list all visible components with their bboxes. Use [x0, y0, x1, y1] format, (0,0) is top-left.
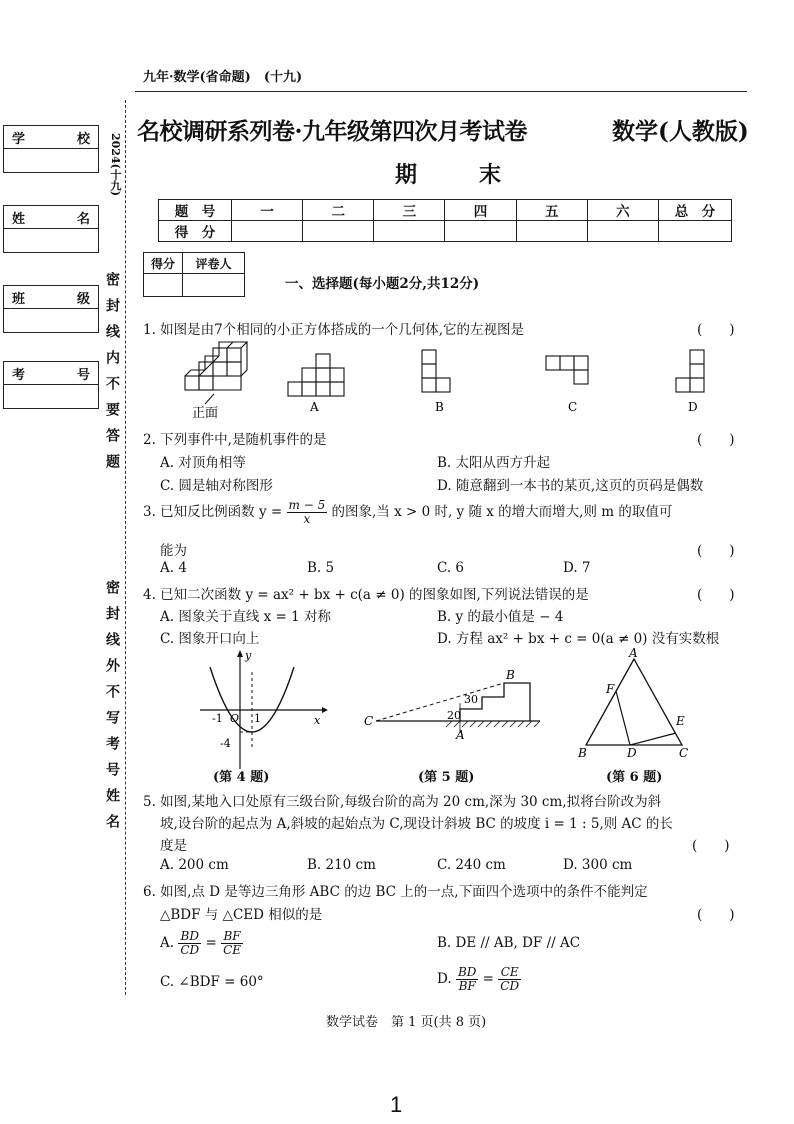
exam-number-box[interactable]: 考 号 — [3, 361, 99, 409]
q6-d-fraction-2: $\frac{CE}{CD}$ — [500, 965, 520, 993]
top-label: 九年·数学(省命题) (十九) — [143, 70, 303, 85]
paper-subject: 数学(人教版) — [612, 118, 749, 145]
q3-answer-paren[interactable]: ( ) — [697, 543, 735, 559]
q3-option-d: D. 7 — [563, 560, 591, 576]
q2-option-a: A. 对顶角相等 — [160, 455, 246, 471]
grader-score-cell[interactable] — [144, 274, 183, 297]
q5-answer-paren[interactable]: ( ) — [692, 838, 730, 854]
label-a: A — [629, 646, 638, 660]
page-footer: 数学试卷 第 1 页(共 8 页) — [326, 1015, 487, 1030]
score-cell[interactable] — [303, 221, 374, 242]
class-box[interactable]: 班 级 — [3, 285, 99, 333]
q3-option-b: B. 5 — [307, 560, 335, 576]
q5-line1: 5. 如图,某地入口处原有三级台阶,每级台阶的高为 20 cm,深为 30 cm,拟将台阶改为斜 — [143, 794, 662, 810]
q6-line1: 6. 如图,点 D 是等边三角形 ABC 的边 BC 上的一点,下面四个选项中的条件不能判定 — [143, 884, 648, 900]
q4-answer-paren[interactable]: ( ) — [697, 587, 735, 603]
q3-stem: 3. 已知反比例函数 y = $\frac{m - 5}{x}$ 的图象,当 x > 0 时, y 随 x 的增大而增大,则 m 的取值可 — [143, 498, 673, 526]
fig6-triangle — [572, 645, 702, 765]
option-b-label: B — [435, 400, 444, 414]
label-f: F — [606, 682, 615, 696]
seal-line-inside-text: 密封线内不要答题 — [104, 272, 120, 480]
q1-answer-paren[interactable]: ( ) — [697, 322, 735, 338]
label-e: E — [676, 714, 685, 728]
q5-option-d: D. 300 cm — [563, 857, 633, 873]
q4-option-d: D. 方程 ax² + bx + c = 0(a ≠ 0) 没有实数根 — [437, 631, 720, 647]
option-d-view — [676, 350, 704, 392]
option-a-view — [288, 354, 344, 396]
label-minus4: -4 — [220, 737, 231, 750]
q6-option-a: A. $\frac{BD}{CD}$ = $\frac{BF}{CE}$ — [160, 929, 242, 957]
section-heading: 一、选择题(每小题2分,共12分) — [285, 276, 480, 292]
paper-subtitle: 期 末 — [395, 162, 522, 188]
fig5-slope — [360, 663, 550, 753]
header-rule — [135, 91, 747, 92]
option-d-label: D — [688, 400, 698, 414]
label-c: C — [364, 714, 374, 728]
grader-reviewer-cell[interactable] — [183, 274, 245, 297]
q1-figures — [140, 338, 760, 423]
q4-option-c: C. 图象开口向上 — [160, 631, 260, 647]
q3-line2: 能为 — [160, 543, 187, 559]
label-1: 1 — [254, 712, 261, 725]
q2-option-b: B. 太阳从西方升起 — [437, 455, 551, 471]
label-b: B — [506, 668, 515, 682]
option-c-label: C — [568, 400, 578, 414]
paper-title: 名校调研系列卷·九年级第四次月考试卷 — [137, 118, 528, 145]
front-arrow — [205, 394, 214, 404]
label-d: D — [627, 746, 637, 760]
q6-a-fraction-1: $\frac{BD}{CD}$ — [180, 929, 200, 957]
label-y: y — [245, 649, 252, 662]
score-cell[interactable] — [516, 221, 587, 242]
q6-a-fraction-2: $\frac{BF}{CE}$ — [223, 929, 242, 957]
q2-option-c: C. 圆是轴对称图形 — [160, 478, 273, 494]
x-axis-arrow — [322, 707, 328, 713]
score-cell[interactable] — [232, 221, 303, 242]
slope-line — [376, 683, 504, 721]
q6-option-b: B. DE // AB, DF // AC — [437, 935, 581, 951]
grader-box: 得分 评卷人 — [143, 252, 245, 297]
name-box[interactable]: 姓 名 — [3, 205, 99, 253]
label-a: A — [456, 728, 465, 742]
label-origin: O — [230, 712, 240, 725]
q3-fraction: $\frac{m - 5}{x}$ — [288, 498, 326, 526]
q1-stem: 1. 如图是由7个相同的小正方体搭成的一个几何体,它的左视图是 — [143, 322, 525, 338]
score-cell[interactable] — [659, 221, 732, 242]
q4-stem: 4. 已知二次函数 y = ax² + bx + c(a ≠ 0) 的图象如图,下列说法错误的是 — [143, 587, 589, 603]
school-box[interactable]: 学 校 — [3, 125, 99, 173]
q4-option-a: A. 图象关于直线 x = 1 对称 — [160, 609, 332, 625]
q3-option-a: A. 4 — [160, 560, 187, 576]
q5-option-c: C. 240 cm — [437, 857, 506, 873]
label-30: 30 — [464, 693, 478, 706]
fig4-caption: (第 4 题) — [213, 770, 270, 785]
score-table: 题 号 一 二 三 四 五 六 总 分 得 分 — [158, 199, 732, 242]
q6-option-d: D. $\frac{BD}{BF}$ = $\frac{CE}{CD}$ — [437, 965, 520, 993]
seal-line-outside-text: 密封线外不写考号姓名 — [104, 580, 120, 840]
q4-option-b: B. y 的最小值是 − 4 — [437, 609, 564, 625]
solid-figure — [185, 342, 247, 390]
option-c-view — [546, 356, 588, 384]
q3-option-c: C. 6 — [437, 560, 465, 576]
front-label: 正面 — [192, 406, 219, 421]
q2-option-d: D. 随意翻到一本书的某页,这页的页码是偶数 — [437, 478, 704, 494]
option-a-label: A — [310, 400, 319, 414]
label-minus1: -1 — [212, 712, 223, 725]
q6-line2: △BDF 与 △CED 相似的是 — [160, 907, 323, 923]
option-b-view — [422, 350, 450, 392]
score-cell[interactable] — [445, 221, 516, 242]
score-cell[interactable] — [587, 221, 658, 242]
score-cell[interactable] — [374, 221, 445, 242]
q5-line2: 坡,设台阶的起点为 A,斜坡的起始点为 C,现设计斜坡 BC 的坡度 i = 1 : 5,则 AC 的长 — [160, 816, 673, 832]
q6-d-fraction-1: $\frac{BD}{BF}$ — [457, 965, 477, 993]
fig5-caption: (第 5 题) — [418, 770, 475, 785]
q2-stem: 2. 下列事件中,是随机事件的是 — [143, 432, 327, 448]
seal-line — [125, 100, 126, 995]
q2-answer-paren[interactable]: ( ) — [697, 432, 735, 448]
page-number: 1 — [390, 1092, 403, 1117]
triangle-abc — [586, 659, 682, 745]
year-code: 2024(十九) — [109, 133, 122, 197]
label-c: C — [679, 746, 689, 760]
q5-option-a: A. 200 cm — [160, 857, 229, 873]
label-x: x — [314, 714, 321, 727]
q5-option-b: B. 210 cm — [307, 857, 376, 873]
label-20: 20 — [447, 709, 461, 722]
q6-answer-paren[interactable]: ( ) — [697, 907, 735, 923]
fig6-caption: (第 6 题) — [606, 770, 663, 785]
q6-option-c: C. ∠BDF = 60° — [160, 974, 264, 990]
q5-line3: 度是 — [160, 838, 187, 854]
label-b: B — [578, 746, 587, 760]
y-axis-arrow — [237, 650, 243, 657]
